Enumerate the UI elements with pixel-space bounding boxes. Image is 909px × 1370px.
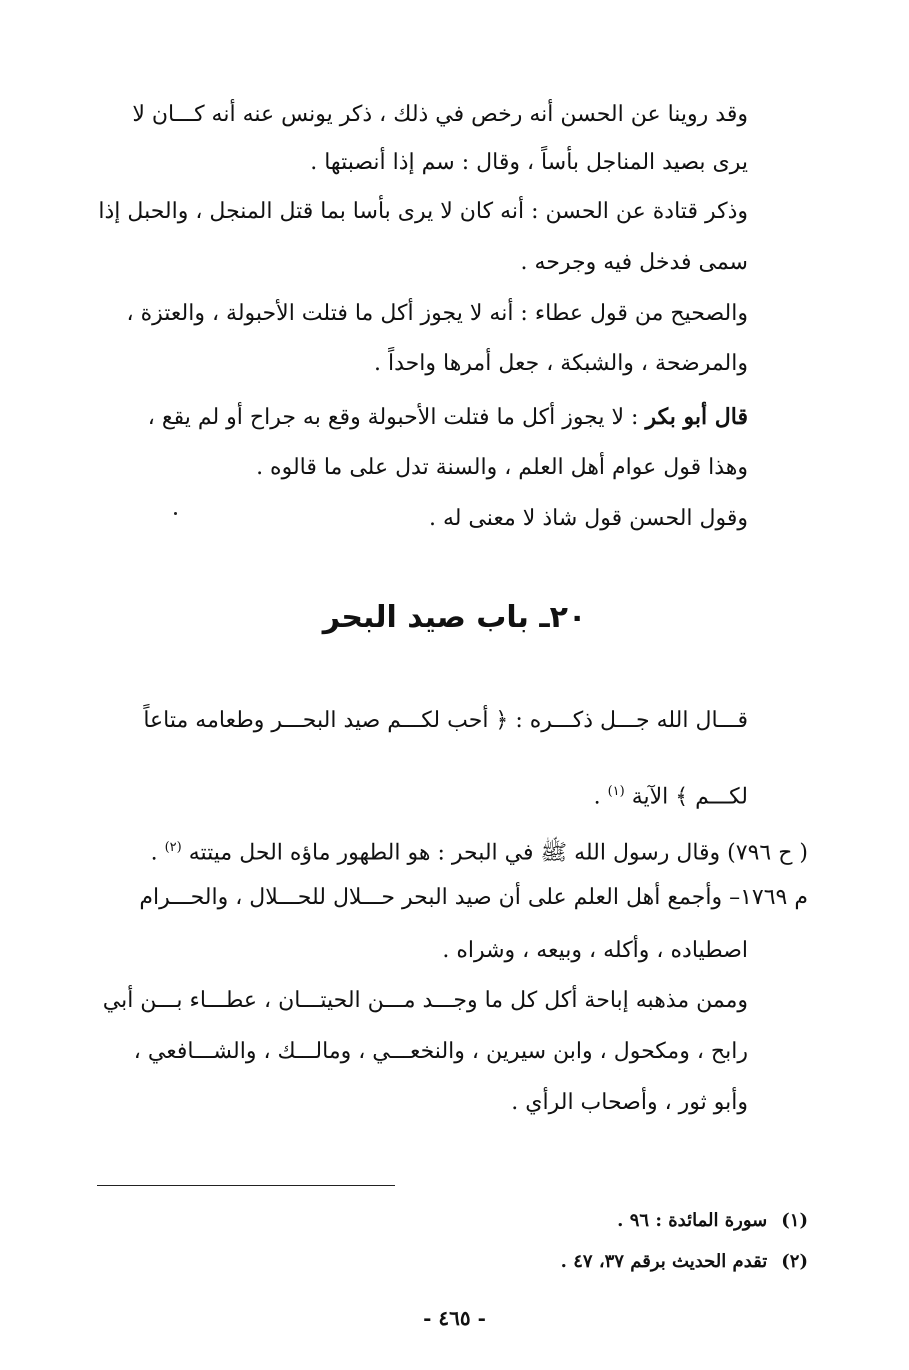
footnote-1-number: (١) bbox=[781, 1210, 808, 1231]
text-line-11 bbox=[594, 777, 748, 812]
text-line-1: وقد روينا عن الحسن أنه رخص في ذلك ، ذكر يونس عنه أنه كـــان لا bbox=[132, 102, 748, 127]
text-line-5: والصحيح من قول عطاء : أنه لا يجوز أكل ما فتلت الأحبولة ، والعتزة ، bbox=[126, 301, 748, 326]
text-line-8: وهذا قول عوام أهل العلم ، والسنة تدل على ما قالوه . bbox=[256, 455, 748, 480]
text-line-17: وأبو ثور ، وأصحاب الرأي . bbox=[511, 1090, 748, 1115]
text-line-12 bbox=[151, 833, 808, 868]
page-number: - ٤٦٥ - bbox=[423, 1306, 486, 1330]
footnote-1 bbox=[617, 1208, 808, 1234]
chapter-heading: ٢٠ـ باب صيد البحر bbox=[322, 600, 587, 635]
text-line-7 bbox=[148, 402, 748, 433]
text-line-6: والمرضحة ، والشبكة ، جعل أمرها واحداً . bbox=[374, 351, 748, 376]
footnote-1-text: سورة المائدة : ٩٦ . bbox=[617, 1210, 768, 1231]
text-line-9: وقول الحسن قول شاذ لا معنى له . bbox=[428, 506, 748, 531]
text-line-4: سمى فدخل فيه وجرحه . bbox=[520, 250, 748, 275]
text-line-12-main: ( ح ٧٩٦) وقال رسول الله ﷺ في البحر : هو الطهور ماؤه الحل ميتته bbox=[188, 840, 808, 866]
footnote-2 bbox=[561, 1249, 808, 1275]
text-line-14: اصطياده ، وأكله ، وبيعه ، وشراه . bbox=[442, 938, 748, 963]
text-line-11-end: . bbox=[593, 784, 608, 810]
text-line-10: قـــال الله جـــل ذكـــره : ﴿ أحب لكـــم صيد البحـــر وطعامه متاعاً bbox=[143, 708, 748, 733]
text-line-2: يرى بصيد المناجل بأساً ، وقال : سم إذا أنصبتها . bbox=[310, 150, 748, 175]
footnote-ref-2: (٢) bbox=[164, 840, 182, 855]
text-line-3: وذكر قتادة عن الحسن : أنه كان لا يرى بأسا بما قتل المنجل ، والحبل إذا bbox=[98, 199, 748, 224]
text-line-7-rest: : لا يجوز أكل ما فتلت الأحبولة وقع به جراح أو لم يقع ، bbox=[147, 405, 646, 430]
speaker-name: قال أبو بكر bbox=[645, 404, 748, 430]
footnote-2-text: تقدم الحديث برقم ٣٧، ٤٧ . bbox=[560, 1251, 768, 1272]
text-line-16: رابح ، ومكحول ، وابن سيرين ، والنخعـــي ، ومالـــك ، والشـــافعي ، bbox=[133, 1039, 748, 1064]
footnote-ref-1: (١) bbox=[607, 784, 625, 799]
text-line-12-end: . bbox=[150, 840, 165, 866]
text-line-11-main: لكـــم ﴾ الآية bbox=[631, 784, 748, 810]
text-line-15: وممن مذهبه إباحة أكل كل ما وجـــد مـــن الحيتـــان ، عطـــاء بـــن أبي bbox=[102, 988, 748, 1013]
footnote-2-number: (٢) bbox=[781, 1251, 808, 1272]
stray-dot bbox=[174, 512, 177, 515]
footnote-divider bbox=[97, 1185, 395, 1186]
text-line-13: م ١٧٦٩– وأجمع أهل العلم على أن صيد البحر حـــلال للحـــلال ، والحـــرام bbox=[139, 885, 808, 910]
